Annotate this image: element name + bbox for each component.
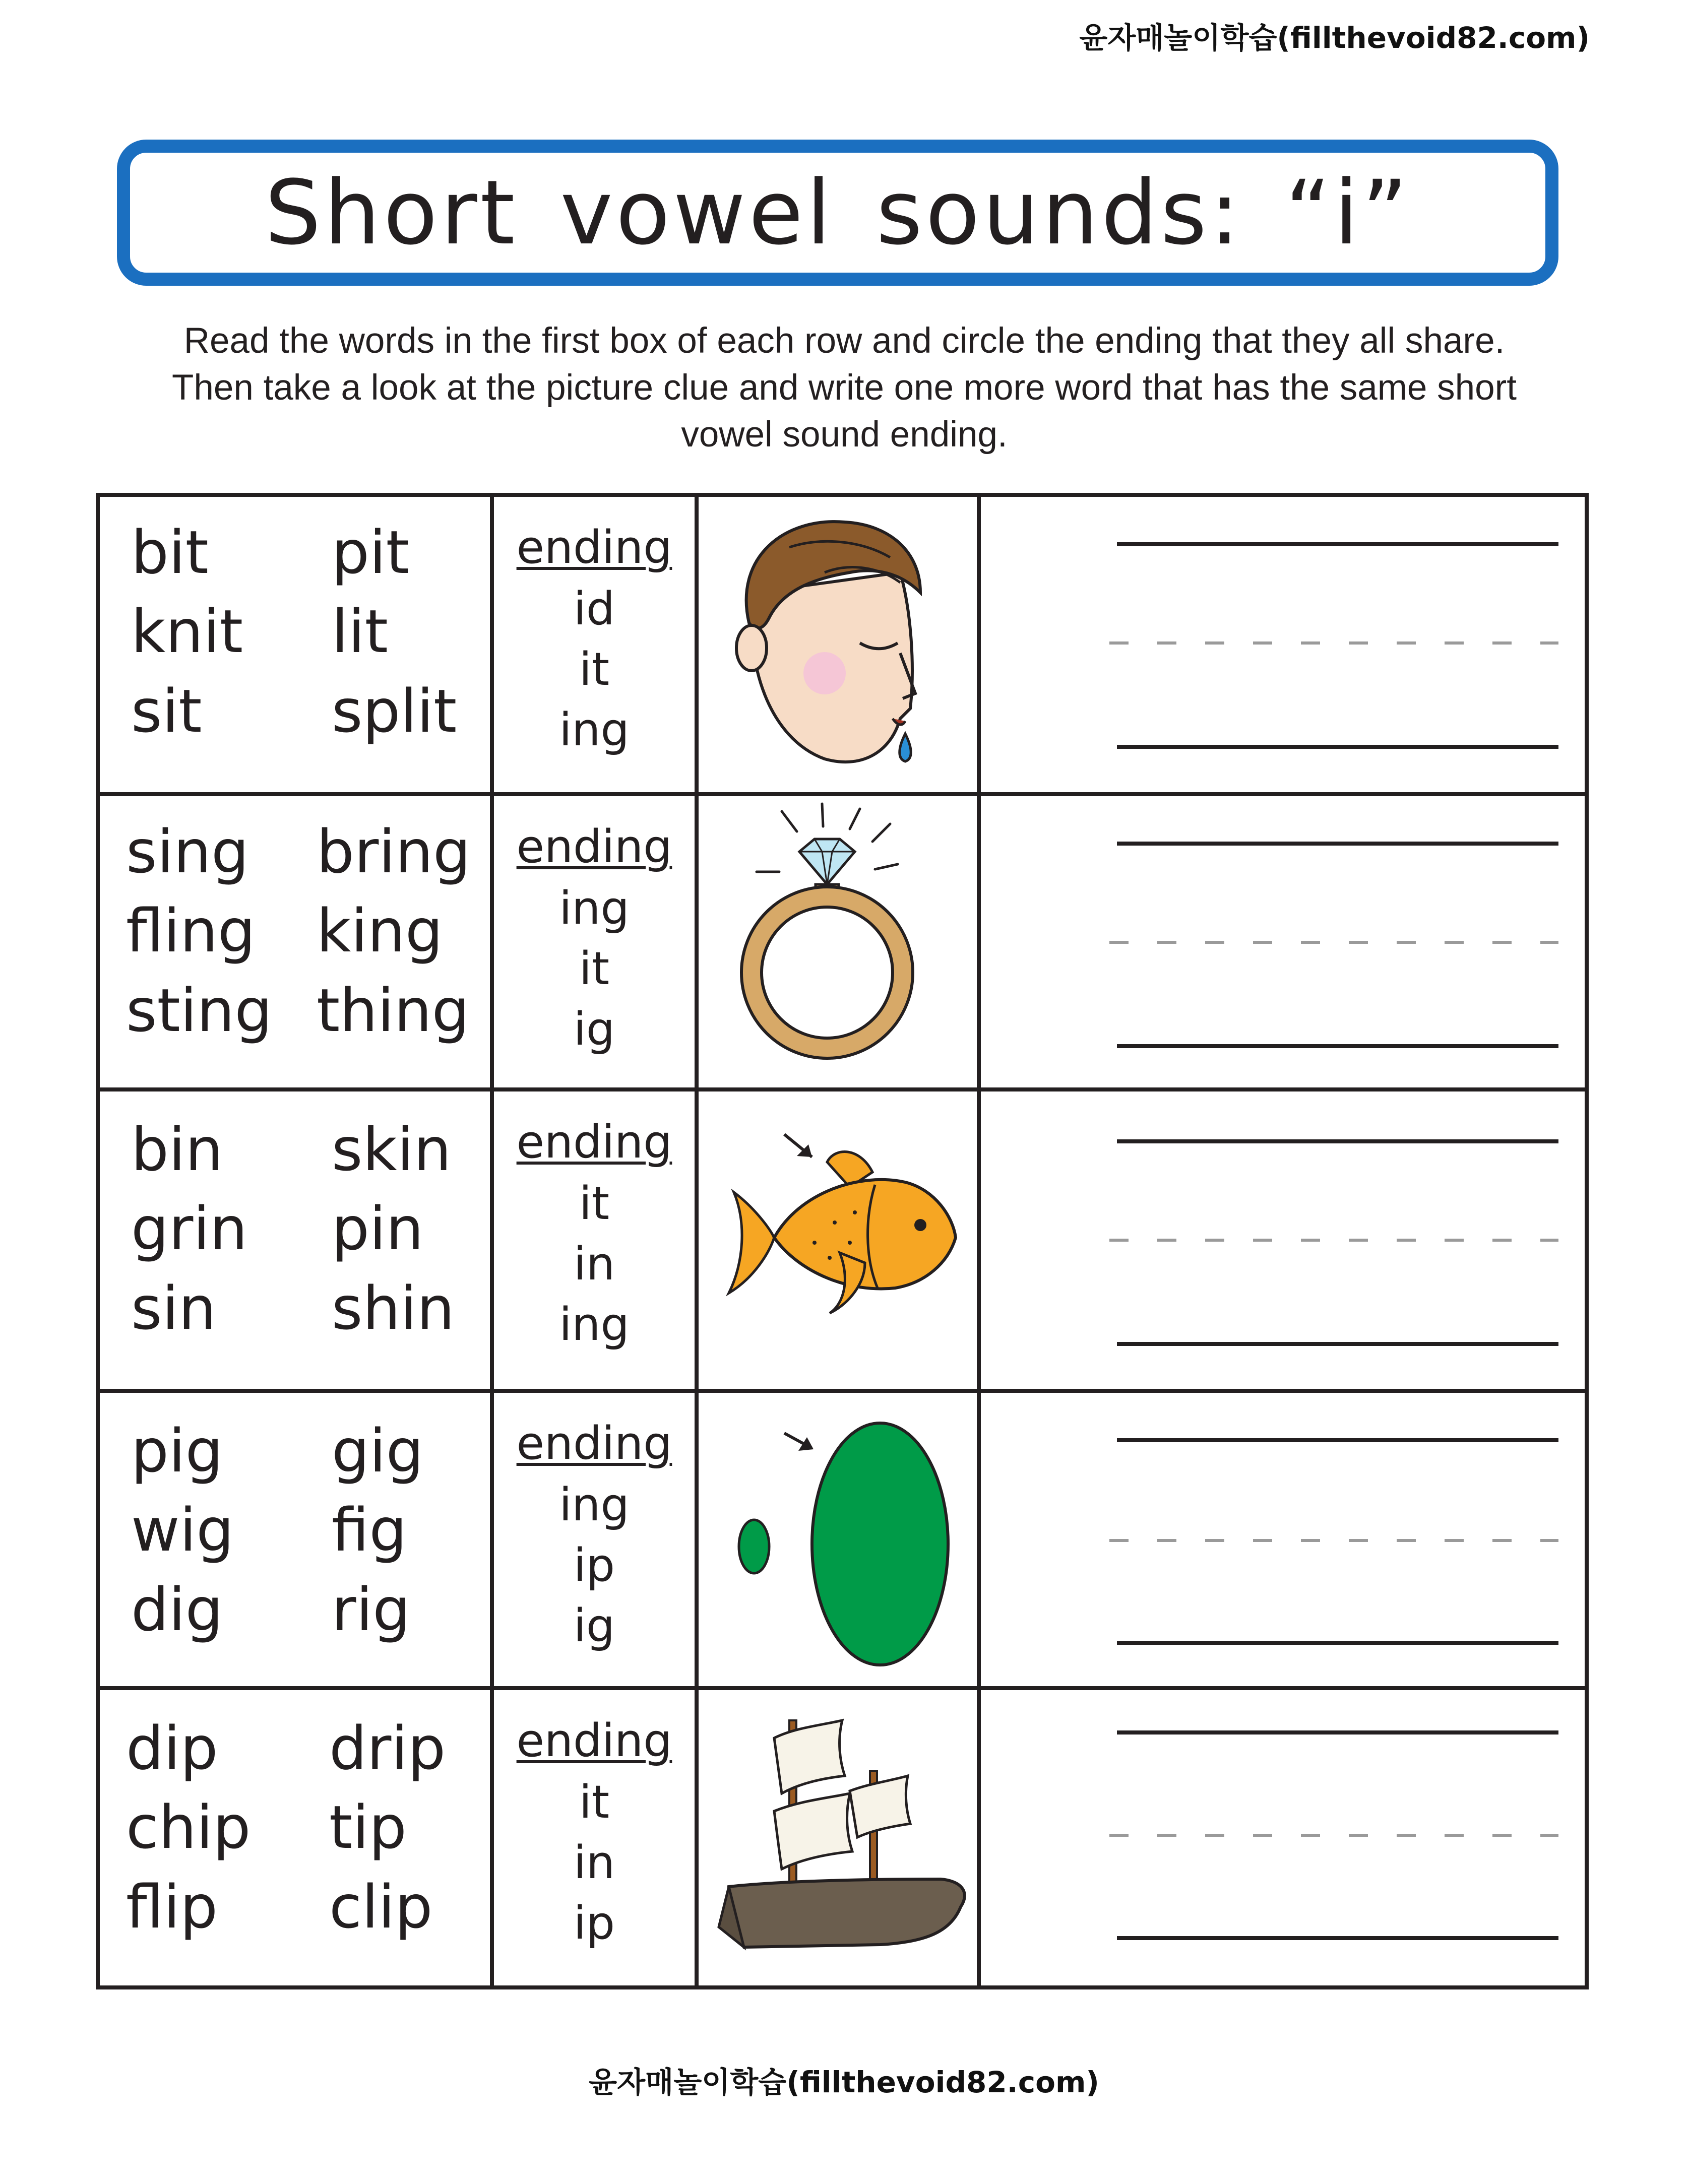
ending-option[interactable]: in	[573, 1238, 615, 1291]
spitting-face-icon	[699, 497, 981, 792]
writing-top-line	[1117, 542, 1558, 546]
instructions	[101, 317, 1588, 458]
word: rig	[332, 1575, 411, 1644]
writing-midline	[1109, 941, 1558, 944]
ending-option[interactable]: ig	[573, 1003, 615, 1056]
picture-clue	[699, 497, 981, 792]
ending-option[interactable]: it	[579, 942, 610, 995]
ending-label: ending	[516, 1714, 672, 1767]
word: bring	[317, 817, 471, 886]
word: shin	[332, 1273, 455, 1343]
word: chip	[126, 1792, 251, 1862]
ending-choices	[494, 796, 695, 1091]
title-banner	[117, 140, 1558, 286]
ending-label: ending	[516, 1116, 672, 1169]
ending-option[interactable]: ig	[573, 1599, 615, 1652]
column-divider	[977, 1393, 981, 1690]
instruction-line: vowel sound ending.	[681, 415, 1008, 455]
word: sin	[131, 1273, 217, 1343]
worksheet-row	[100, 792, 1585, 1091]
column-divider	[977, 1690, 981, 1989]
word-list	[100, 796, 490, 1091]
word: king	[317, 896, 443, 966]
ending-option[interactable]: it	[579, 1776, 610, 1829]
picture-clue	[699, 1690, 981, 1989]
word-list	[100, 1690, 490, 1989]
word: pin	[332, 1194, 424, 1263]
word: fling	[126, 896, 256, 966]
ending-option[interactable]: ip	[573, 1539, 615, 1592]
picture-clue	[699, 796, 981, 1091]
writing-midline	[1109, 1239, 1558, 1242]
writing-area[interactable]	[981, 1091, 1585, 1393]
word: grin	[131, 1194, 247, 1263]
ending-option[interactable]: ip	[573, 1897, 615, 1950]
word: split	[332, 676, 457, 746]
word: dig	[131, 1575, 223, 1644]
word-list	[100, 1091, 490, 1393]
writing-midline	[1109, 1834, 1558, 1837]
word: clip	[329, 1872, 433, 1942]
writing-area[interactable]	[981, 1393, 1585, 1690]
word: pit	[332, 518, 409, 587]
watermark-bottom: 윤자매놀이학습(fillthevoid82.com)	[589, 2065, 1099, 2099]
sailing-ship-icon	[699, 1690, 981, 1989]
word: flip	[126, 1872, 218, 1942]
word: thing	[317, 976, 470, 1045]
word-list	[100, 1393, 490, 1690]
ending-option[interactable]: ing	[559, 703, 630, 756]
worksheet-row	[100, 1686, 1585, 1989]
picture-clue	[699, 1393, 981, 1690]
instruction-line: Read the words in the first box of each row and circle the ending that they all share.	[183, 321, 1505, 361]
ending-option[interactable]: ing	[559, 1298, 630, 1351]
writing-base-line	[1117, 745, 1558, 749]
watermark-top: 윤자매놀이학습(fillthevoid82.com)	[1079, 21, 1590, 55]
instruction-line: Then take a look at the picture clue and write one more word that has the same short	[172, 368, 1517, 408]
ending-choices	[494, 1690, 695, 1989]
writing-midline	[1109, 641, 1558, 645]
worksheet-table	[96, 493, 1589, 1989]
word-list	[100, 497, 490, 792]
picture-clue	[699, 1091, 981, 1393]
writing-base-line	[1117, 1342, 1558, 1346]
big-and-small-icon	[699, 1393, 981, 1690]
worksheet-row	[100, 1389, 1585, 1690]
column-divider	[695, 1091, 699, 1393]
ending-option[interactable]: it	[579, 1177, 610, 1230]
worksheet-row	[100, 497, 1585, 792]
writing-base-line	[1117, 1936, 1558, 1940]
word: lit	[332, 597, 388, 666]
word: tip	[329, 1792, 407, 1862]
word: sing	[126, 817, 249, 886]
word: bit	[131, 518, 209, 587]
writing-area[interactable]	[981, 796, 1585, 1091]
column-divider	[977, 1091, 981, 1393]
column-divider	[490, 1393, 494, 1690]
column-divider	[490, 497, 494, 792]
ending-label: ending	[516, 1417, 672, 1470]
word: gig	[332, 1416, 424, 1486]
writing-top-line	[1117, 1139, 1558, 1143]
word: pig	[131, 1416, 223, 1486]
word: wig	[131, 1495, 234, 1565]
writing-top-line	[1117, 842, 1558, 846]
word: dip	[126, 1713, 218, 1783]
column-divider	[490, 1091, 494, 1393]
writing-area[interactable]	[981, 1690, 1585, 1989]
writing-top-line	[1117, 1730, 1558, 1735]
ending-choices	[494, 1393, 695, 1690]
column-divider	[695, 497, 699, 792]
writing-top-line	[1117, 1438, 1558, 1442]
column-divider	[490, 1690, 494, 1989]
word: sting	[126, 976, 273, 1045]
word: fig	[332, 1495, 407, 1565]
writing-base-line	[1117, 1641, 1558, 1645]
ending-label: ending	[516, 521, 672, 574]
column-divider	[490, 796, 494, 1091]
writing-area[interactable]	[981, 497, 1585, 792]
word: drip	[329, 1713, 446, 1783]
page-title: Short vowel sounds: “i”	[265, 161, 1411, 265]
writing-base-line	[1117, 1044, 1558, 1048]
ending-choices	[494, 497, 695, 792]
diamond-ring-icon	[699, 796, 981, 1091]
ending-label: ending	[516, 820, 672, 873]
column-divider	[695, 1393, 699, 1690]
column-divider	[977, 497, 981, 792]
word: knit	[131, 597, 243, 666]
ending-choices	[494, 1091, 695, 1393]
ending-option[interactable]: ing	[559, 882, 630, 935]
ending-option[interactable]: id	[573, 583, 615, 635]
worksheet-row	[100, 1087, 1585, 1393]
writing-midline	[1109, 1539, 1558, 1542]
word: sit	[131, 676, 202, 746]
ending-option[interactable]: ing	[559, 1479, 630, 1531]
word: skin	[332, 1115, 452, 1184]
column-divider	[695, 796, 699, 1091]
word: bin	[131, 1115, 223, 1184]
goldfish-fin-icon	[699, 1091, 981, 1393]
ending-option[interactable]: it	[579, 643, 610, 696]
ending-option[interactable]: in	[573, 1836, 615, 1889]
column-divider	[695, 1690, 699, 1989]
column-divider	[977, 796, 981, 1091]
